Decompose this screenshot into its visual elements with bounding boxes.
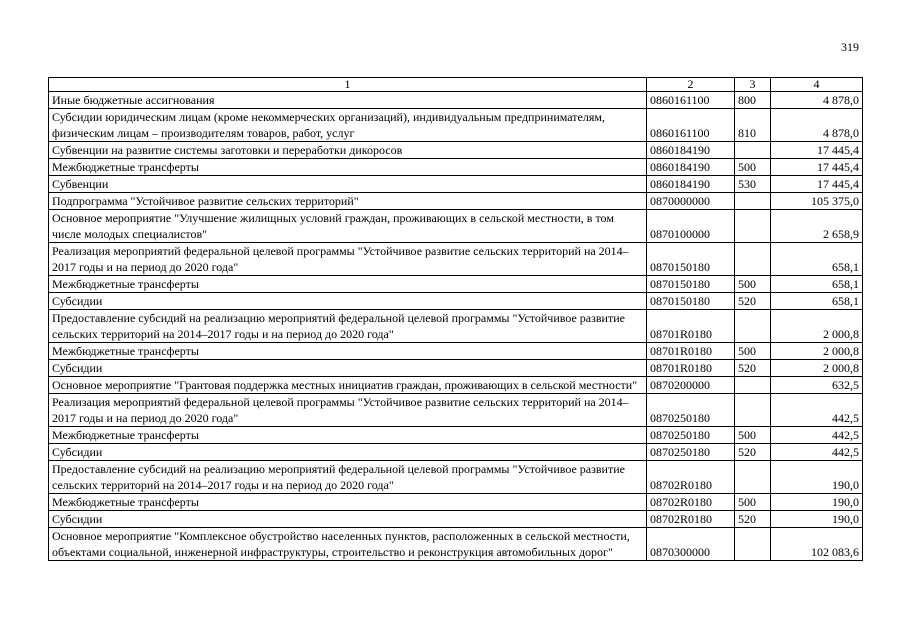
table-row [49, 394, 863, 427]
row-expense-type-cell: 520 [735, 511, 771, 528]
column-header-name: 1 [49, 78, 647, 92]
row-sum-cell: 2 000,8 [771, 343, 863, 360]
row-sum-cell: 105 375,0 [771, 193, 863, 210]
row-code-cell: 0870200000 [647, 377, 735, 394]
row-code-cell: 0870250180 [647, 444, 735, 461]
row-expense-type-cell: 500 [735, 427, 771, 444]
table-row [49, 360, 863, 377]
row-expense-type-cell: 520 [735, 444, 771, 461]
row-name-cell: Межбюджетные трансферты [49, 494, 647, 511]
row-name-cell: Основное мероприятие "Грантовая поддержка местных инициатив граждан, проживающих в сельской местности" [49, 377, 647, 394]
row-code-cell: 0860161100 [647, 92, 735, 109]
table-header-row [49, 78, 863, 92]
row-name-cell: Субсидии [49, 293, 647, 310]
row-expense-type-cell: 500 [735, 343, 771, 360]
page-number: 319 [841, 40, 859, 54]
row-sum-cell: 442,5 [771, 394, 863, 427]
row-code-cell: 08702R0180 [647, 494, 735, 511]
row-name-cell: Субсидии [49, 360, 647, 377]
column-header-sum: 4 [771, 78, 863, 92]
row-sum-cell: 17 445,4 [771, 176, 863, 193]
row-code-cell: 0860184190 [647, 176, 735, 193]
table-row [49, 243, 863, 276]
row-sum-cell: 658,1 [771, 276, 863, 293]
row-expense-type-cell [735, 243, 771, 276]
row-expense-type-cell [735, 142, 771, 159]
row-name-cell: Подпрограмма "Устойчивое развитие сельских территорий" [49, 193, 647, 210]
row-code-cell: 0860184190 [647, 142, 735, 159]
row-expense-type-cell: 800 [735, 92, 771, 109]
row-expense-type-cell: 520 [735, 293, 771, 310]
row-code-cell: 08701R0180 [647, 360, 735, 377]
row-name-cell: Субвенции на развитие системы заготовки и переработки дикоросов [49, 142, 647, 159]
row-name-cell: Субсидии [49, 511, 647, 528]
row-sum-cell: 102 083,6 [771, 528, 863, 561]
row-expense-type-cell [735, 394, 771, 427]
row-expense-type-cell [735, 461, 771, 494]
row-sum-cell: 442,5 [771, 444, 863, 461]
row-sum-cell: 190,0 [771, 511, 863, 528]
table-row [49, 444, 863, 461]
row-sum-cell: 658,1 [771, 243, 863, 276]
table-row [49, 176, 863, 193]
table-row [49, 210, 863, 243]
row-sum-cell: 2 658,9 [771, 210, 863, 243]
table-row [49, 142, 863, 159]
row-name-cell: Реализация мероприятий федеральной целевой программы "Устойчивое развитие сельских территорий на 2014–2017 годы и на период до 2020 года" [49, 394, 647, 427]
column-header-code: 2 [647, 78, 735, 92]
column-header-expense-type: 3 [735, 78, 771, 92]
row-sum-cell: 4 878,0 [771, 92, 863, 109]
row-expense-type-cell [735, 210, 771, 243]
row-sum-cell: 190,0 [771, 461, 863, 494]
row-name-cell: Межбюджетные трансферты [49, 343, 647, 360]
table-row [49, 511, 863, 528]
table-row [49, 109, 863, 142]
row-sum-cell: 190,0 [771, 494, 863, 511]
row-name-cell: Межбюджетные трансферты [49, 276, 647, 293]
row-name-cell: Предоставление субсидий на реализацию мероприятий федеральной целевой программы "Устойчивое развитие сельских территорий на 2014–2017 годы и на период до 2020 года" [49, 461, 647, 494]
table-row [49, 377, 863, 394]
row-code-cell: 0870150180 [647, 276, 735, 293]
row-expense-type-cell [735, 528, 771, 561]
table-row [49, 92, 863, 109]
row-sum-cell: 658,1 [771, 293, 863, 310]
row-name-cell: Реализация мероприятий федеральной целевой программы "Устойчивое развитие сельских территорий на 2014–2017 годы и на период до 2020 года" [49, 243, 647, 276]
row-expense-type-cell: 530 [735, 176, 771, 193]
row-code-cell: 0860184190 [647, 159, 735, 176]
table-row [49, 343, 863, 360]
row-name-cell: Иные бюджетные ассигнования [49, 92, 647, 109]
row-name-cell: Основное мероприятие "Комплексное обустройство населенных пунктов, расположенных в сельской местности, объектами социальной, инженерной инфраструктуры, строительство и реконструкция автомобильных дорог" [49, 528, 647, 561]
table-row [49, 293, 863, 310]
row-sum-cell: 442,5 [771, 427, 863, 444]
row-expense-type-cell [735, 193, 771, 210]
row-code-cell: 0870000000 [647, 193, 735, 210]
table-row [49, 159, 863, 176]
row-name-cell: Основное мероприятие "Улучшение жилищных условий граждан, проживающих в сельской местности, в том числе молодых специалистов" [49, 210, 647, 243]
row-code-cell: 0870150180 [647, 243, 735, 276]
row-name-cell: Межбюджетные трансферты [49, 427, 647, 444]
row-expense-type-cell [735, 310, 771, 343]
row-sum-cell: 2 000,8 [771, 310, 863, 343]
row-code-cell: 0870250180 [647, 427, 735, 444]
row-name-cell: Субсидии юридическим лицам (кроме некоммерческих организаций), индивидуальным предпринимателям, физическим лицам – производителям товаров, работ, услуг [49, 109, 647, 142]
table-row [49, 461, 863, 494]
row-code-cell: 08701R0180 [647, 310, 735, 343]
row-expense-type-cell: 520 [735, 360, 771, 377]
row-sum-cell: 17 445,4 [771, 142, 863, 159]
row-name-cell: Предоставление субсидий на реализацию мероприятий федеральной целевой программы "Устойчивое развитие сельских территорий на 2014–2017 годы и на период до 2020 года" [49, 310, 647, 343]
row-expense-type-cell: 810 [735, 109, 771, 142]
row-expense-type-cell: 500 [735, 276, 771, 293]
row-code-cell: 08702R0180 [647, 511, 735, 528]
row-expense-type-cell: 500 [735, 494, 771, 511]
row-code-cell: 08702R0180 [647, 461, 735, 494]
table-row [49, 494, 863, 511]
row-sum-cell: 632,5 [771, 377, 863, 394]
row-code-cell: 0870250180 [647, 394, 735, 427]
row-expense-type-cell [735, 377, 771, 394]
row-sum-cell: 2 000,8 [771, 360, 863, 377]
row-code-cell: 08701R0180 [647, 343, 735, 360]
row-code-cell: 0870300000 [647, 528, 735, 561]
row-sum-cell: 4 878,0 [771, 109, 863, 142]
table-body [49, 92, 863, 561]
row-expense-type-cell: 500 [735, 159, 771, 176]
row-name-cell: Субсидии [49, 444, 647, 461]
table-row [49, 276, 863, 293]
table-row [49, 193, 863, 210]
budget-table [48, 77, 863, 561]
table-row [49, 528, 863, 561]
row-name-cell: Субвенции [49, 176, 647, 193]
table-row [49, 310, 863, 343]
row-code-cell: 0870150180 [647, 293, 735, 310]
row-code-cell: 0870100000 [647, 210, 735, 243]
row-code-cell: 0860161100 [647, 109, 735, 142]
table-row [49, 427, 863, 444]
row-sum-cell: 17 445,4 [771, 159, 863, 176]
row-name-cell: Межбюджетные трансферты [49, 159, 647, 176]
